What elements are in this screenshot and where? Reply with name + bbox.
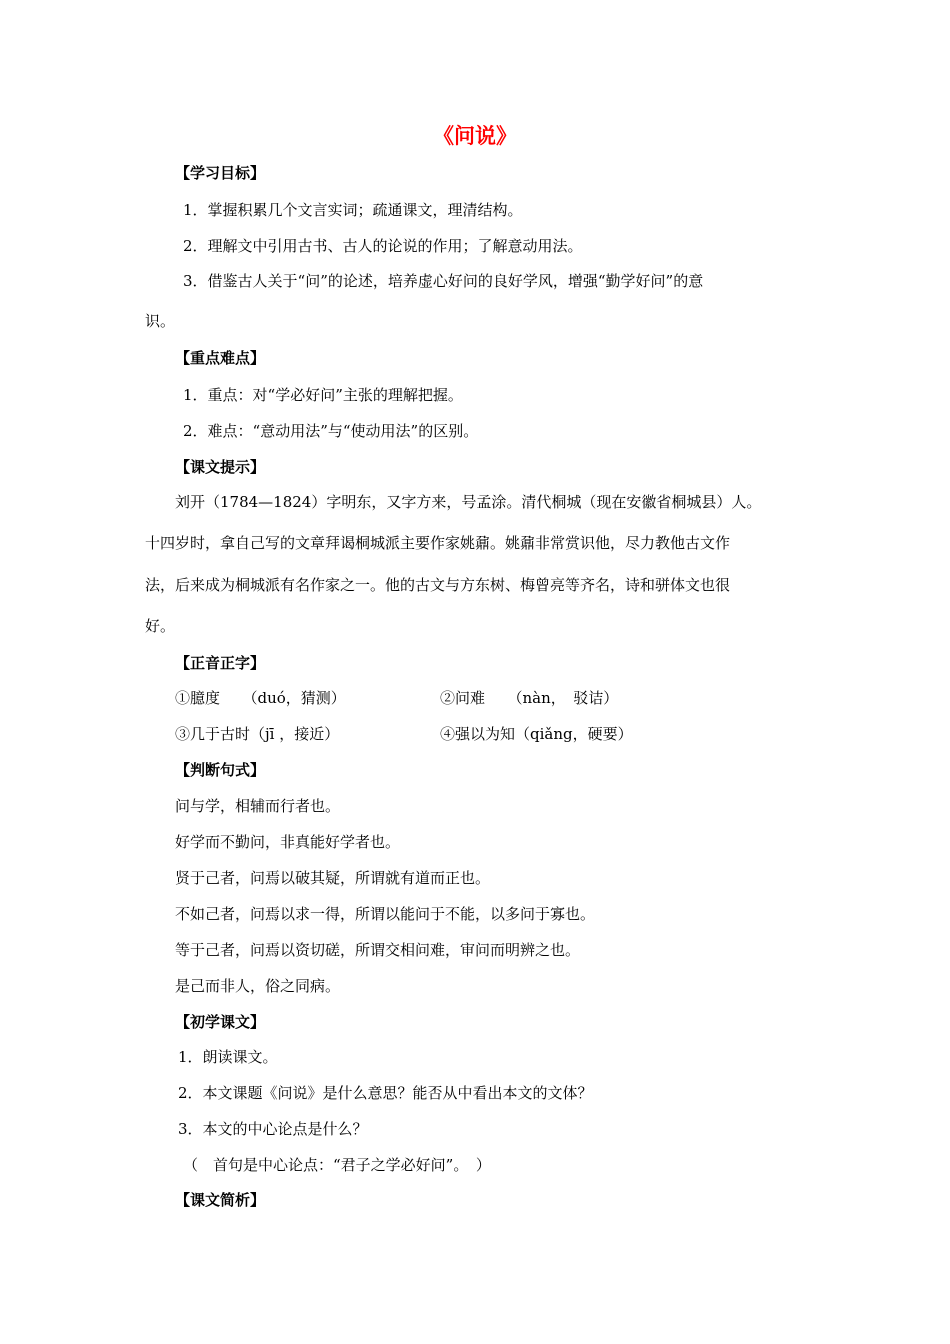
section-heading-hint: 【课文提示】	[175, 458, 266, 476]
first-study-item-3: 3．本文的中心论点是什么？	[178, 1120, 368, 1138]
objective-item-3: 3．借鉴古人关于“问”的论述，培养虚心好问的良好学风，增强“勤学好问”的意	[183, 272, 704, 290]
hint-line-2: 十四岁时，拿自己写的文章拜谒桐城派主要作家姚鼐。姚鼐非常赏识他，尽力教他古文作	[145, 534, 731, 552]
sentence-line-6: 是己而非人，俗之同病。	[175, 977, 341, 995]
sentence-line-3: 贤于己者，问焉以破其疑，所谓就有道而正也。	[175, 869, 491, 887]
key-point-item-2: 2．难点：“意动用法”与“使动用法”的区别。	[183, 422, 479, 440]
sentence-line-5: 等于己者，问焉以资切磋，所谓交相问难，审问而明辨之也。	[175, 941, 581, 959]
objective-item-1: 1．掌握积累几个文言实词；疏通课文，理清结构。	[183, 201, 523, 219]
hint-line-4: 好。	[145, 617, 176, 635]
section-heading-pronunciation: 【正音正字】	[175, 654, 266, 672]
sentence-line-2: 好学而不勤问，非真能好学者也。	[175, 833, 401, 851]
pronunciation-row-2-left: ③几于古时（jī ，接近）	[175, 725, 340, 743]
section-heading-sentences: 【判断句式】	[175, 761, 266, 779]
section-heading-analysis: 【课文简析】	[175, 1191, 266, 1209]
hint-line-1: 刘开（1784—1824）字明东，又字方来，号孟涂。清代桐城（现在安徽省桐城县）人。	[175, 493, 762, 511]
sentence-line-4: 不如己者，问焉以求一得，所谓以能问于不能，以多问于寡也。	[175, 905, 596, 923]
objective-item-3-continued: 识。	[145, 312, 176, 330]
section-heading-first-study: 【初学课文】	[175, 1013, 266, 1031]
section-heading-objectives: 【学习目标】	[175, 164, 266, 182]
pronunciation-row-1-right: ②问难 （nàn， 驳诘）	[440, 689, 619, 707]
sentence-line-1: 问与学，相辅而行者也。	[175, 797, 341, 815]
pronunciation-row-1-left: ①臆度 （duó，猜测）	[175, 689, 346, 707]
section-heading-key-points: 【重点难点】	[175, 349, 266, 367]
first-study-item-2: 2．本文课题《问说》是什么意思？能否从中看出本文的文体？	[178, 1084, 593, 1102]
first-study-item-1: 1．朗读课文。	[178, 1048, 278, 1066]
key-point-item-1: 1．重点：对“学必好问”主张的理解把握。	[183, 386, 463, 404]
pronunciation-row-2-right: ④强以为知（qiǎng，硬要）	[440, 725, 633, 743]
page-title: 《问说》	[433, 123, 517, 148]
first-study-answer: （ 首句是中心论点：“君子之学必好问”。 ）	[183, 1156, 491, 1174]
hint-line-3: 法，后来成为桐城派有名作家之一。他的古文与方东树、梅曾亮等齐名，诗和骈体文也很	[145, 576, 731, 594]
objective-item-2: 2．理解文中引用古书、古人的论说的作用；了解意动用法。	[183, 237, 583, 255]
